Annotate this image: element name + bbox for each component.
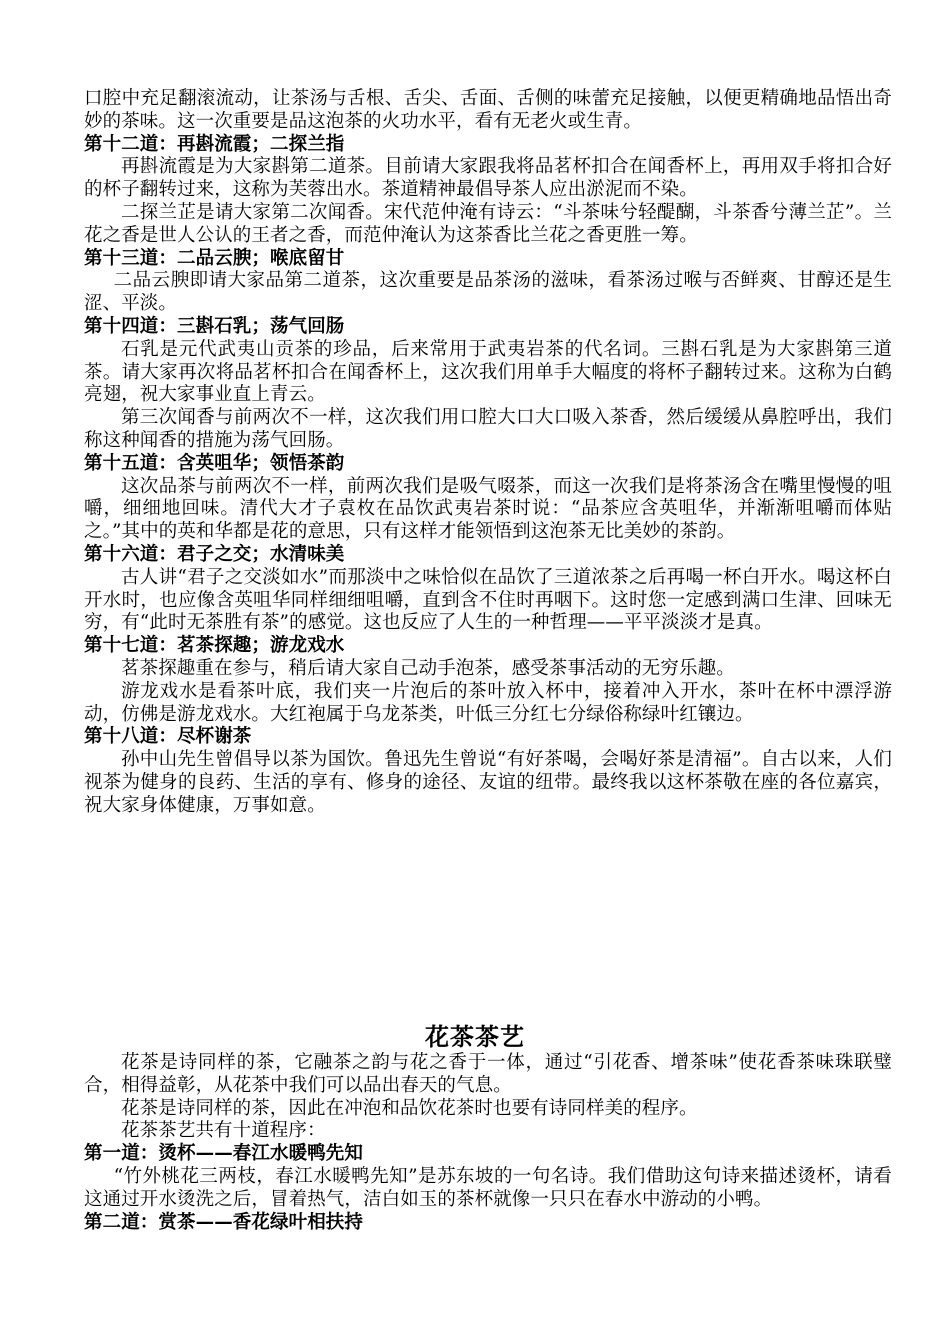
document-body-section2 <box>84 1052 892 1234</box>
step-12-paragraph-1: 再斟流霞是为大家斟第二道茶。目前请大家跟我将品茗杯扣合在闻香杯上，再用双手将扣合好的杯子翻转过来，这称为芙蓉出水。茶道精神最倡导茶人应出淤泥而不染。 <box>84 156 892 201</box>
step-12-paragraph-2: 二探兰芷是请大家第二次闻香。宋代范仲淹有诗云：“斗茶味兮轻醍醐，斗茶香兮薄兰芷”。兰花之香是世人公认的王者之香，而范仲淹认为这茶香比兰花之香更胜一筹。 <box>84 201 892 246</box>
step-17-paragraph-2: 游龙戏水是看茶叶底，我们夹一片泡后的茶叶放入杯中，接着冲入开水，茶叶在杯中漂浮游动，仿佛是游龙戏水。大红袍属于乌龙茶类，叶低三分红七分绿俗称绿叶红镶边。 <box>84 680 892 725</box>
flower-tea-paragraph-1: 花茶是诗同样的茶，它融茶之韵与花之香于一体，通过“引花香、增茶味”使花香茶味珠联璧合，相得益彰，从花茶中我们可以品出春天的气息。 <box>84 1052 892 1096</box>
step-14-paragraph-2: 第三次闻香与前两次不一样，这次我们用口腔大口大口吸入茶香，然后缓缓从鼻腔呼出，我们称这种闻香的措施为荡气回肠。 <box>84 407 892 451</box>
flower-tea-paragraph-2: 花茶是诗同样的茶，因此在冲泡和品饮花茶时也要有诗同样美的程序。 <box>121 1097 698 1119</box>
step-16-heading: 第十六道：君子之交；水清味美 <box>84 543 345 565</box>
step-13-paragraph: 二品云腴即请大家品第二道茶，这次重要是品茶汤的滋味，看茶汤过喉与否鲜爽、甘醇还是生涩、平淡。 <box>84 270 892 315</box>
flower-step-1-paragraph: “竹外桃花三两枝，春江水暖鸭先知”是苏东坡的一句名诗。我们借助这句诗来描述烫杯，请看这通过开水烫洗之后，冒着热气，洁白如玉的茶杯就像一只只在春水中游动的小鸭。 <box>84 1165 892 1210</box>
step-18-heading: 第十八道：尽杯谢茶 <box>84 726 252 748</box>
step-13-heading: 第十三道：二品云腴；喉底留甘 <box>84 247 345 269</box>
step-12-heading: 第十二道：再斟流霞；二探兰指 <box>84 133 345 155</box>
flower-tea-paragraph-3: 花茶茶艺共有十道程序： <box>121 1120 326 1142</box>
step-17-heading: 第十七道：茗茶探趣；游龙戏水 <box>84 635 345 657</box>
step-15-paragraph: 这次品茶与前两次不一样，前两次我们是吸气啜茶，而这一次我们是将茶汤含在嘴里慢慢的咀嚼，细细地回味。清代大才子袁枚在品饮武夷岩茶时说：“品茶应含英咀华，并渐渐咀嚼而体贴之。”其中的英和华都是花的意思，只有这样才能领悟到这泡茶无比美妙的茶韵。 <box>84 475 892 543</box>
step-18-paragraph: 孙中山先生曾倡导以茶为国饮。鲁迅先生曾说“有好茶喝，会喝好茶是清福”。自古以来，人们视茶为健身的良药、生活的享有、修身的途径、友谊的纽带。最终我以这杯茶敬在座的各位嘉宾，祝大家身体健康，万事如意。 <box>84 749 892 816</box>
step-17-paragraph-1: 茗茶探趣重在参与，稍后请大家自己动手泡茶，感受茶事活动的无穷乐趣。 <box>121 657 735 679</box>
document-body-section1 <box>84 88 892 818</box>
step-14-heading: 第十四道：三斟石乳；荡气回肠 <box>84 315 345 337</box>
paragraph-intro: 口腔中充足翻滚流动，让茶汤与舌根、舌尖、舌面、舌侧的味蕾充足接触，以便更精确地品悟出奇妙的茶味。这一次重要是品这泡茶的火功水平，看有无老火或生青。 <box>84 88 892 132</box>
flower-step-2-heading: 第二道：赏茶——香花绿叶相扶持 <box>84 1211 364 1233</box>
step-15-heading: 第十五道：含英咀华；领悟茶韵 <box>84 452 345 474</box>
step-16-paragraph: 古人讲“君子之交淡如水”而那淡中之味恰似在品饮了三道浓茶之后再喝一杯白开水。喝这杯白开水时，也应像含英咀华同样细细咀嚼，直到含不住时再咽下。这时您一定感到满口生津、回味无穷，有“此时无茶胜有茶”的感觉。这也反应了人生的一种哲理——平平淡淡才是真。 <box>84 566 892 634</box>
step-14-paragraph-1: 石乳是元代武夷山贡茶的珍品，后来常用于武夷岩茶的代名词。三斟石乳是为大家斟第三道茶。请大家再次将品茗杯扣合在闻香杯上，这次我们用单手大幅度的将杯子翻转过来。这称为白鹤亮翅，祝大家事业直上青云。 <box>84 338 892 406</box>
section-title: 花茶茶艺 <box>425 1022 525 1051</box>
flower-step-1-heading: 第一道：烫杯——春江水暖鸭先知 <box>84 1143 364 1165</box>
